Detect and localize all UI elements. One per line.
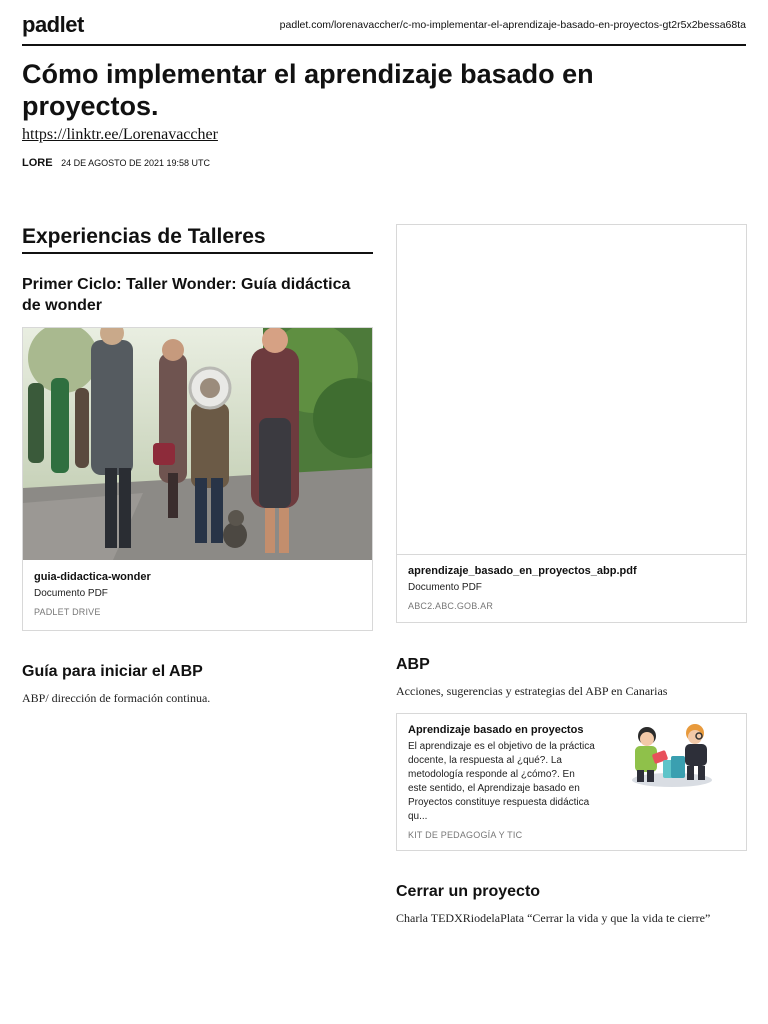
post-date: 24 DE AGOSTO DE 2021 19:58 UTC	[61, 158, 210, 168]
link-card-source: KIT DE PEDAGOGÍA Y TIC	[408, 830, 523, 840]
pdf-preview[interactable]	[397, 225, 746, 555]
kids-illustration	[629, 722, 715, 788]
profile-link[interactable]: https://linktr.ee/Lorenavaccher	[22, 126, 218, 143]
page-url: padlet.com/lorenavaccher/c-mo-implementar-el-aprendizaje-basado-en-proyectos-gt2r5x2bessa68ta	[279, 19, 746, 31]
section-title: Experiencias de Talleres	[22, 225, 373, 254]
link-card-aprendizaje[interactable]	[396, 713, 747, 851]
attachment-name: aprendizaje_basado_en_proyectos_abp.pdf	[408, 565, 637, 577]
attachment-info	[408, 565, 735, 611]
padlet-logo[interactable]: padlet	[22, 12, 84, 37]
post-body-abp: Acciones, sugerencias y estrategias del ABP en Canarias	[396, 684, 668, 698]
page-title: Cómo implementar el aprendizaje basado en proyectos.	[22, 59, 594, 121]
post-title-cerrar: Cerrar un proyecto	[396, 883, 541, 900]
wonder-movie-image	[23, 328, 372, 560]
author-name: LORE	[22, 157, 53, 169]
wonder-thumbnail[interactable]	[23, 328, 372, 560]
attachment-card-abp-pdf[interactable]	[396, 224, 747, 623]
attachment-source: ABC2.ABC.GOB.AR	[408, 601, 494, 611]
attachment-type: Documento PDF	[408, 582, 482, 593]
header-divider	[22, 44, 746, 46]
attachment-name: guia-didactica-wonder	[34, 571, 151, 583]
post-title-wonder: Primer Ciclo: Taller Wonder: Guía didáctica de wonder	[22, 276, 351, 314]
post-meta	[22, 157, 210, 169]
post-title-guia: Guía para iniciar el ABP	[22, 663, 203, 680]
attachment-source: PADLET DRIVE	[34, 607, 101, 617]
post-body-cerrar: Charla TEDXRiodelaPlata “Cerrar la vida y que la vida te cierre”	[396, 911, 711, 925]
attachment-info	[34, 571, 361, 617]
attachment-type: Documento PDF	[34, 588, 108, 599]
post-body-guia: ABP/ dirección de formación continua.	[22, 691, 211, 705]
attachment-card-wonder[interactable]	[22, 327, 373, 631]
post-title-abp: ABP	[396, 656, 430, 673]
link-card-title: Aprendizaje basado en proyectos	[408, 724, 584, 736]
link-card-description: El aprendizaje es el objetivo de la práctica docente, la respuesta al ¿qué?. La metodología responde al ¿cómo?. En este sentido, el Aprendizaje basado en Proyectos constituye respuesta didáctica qu...	[408, 741, 595, 822]
